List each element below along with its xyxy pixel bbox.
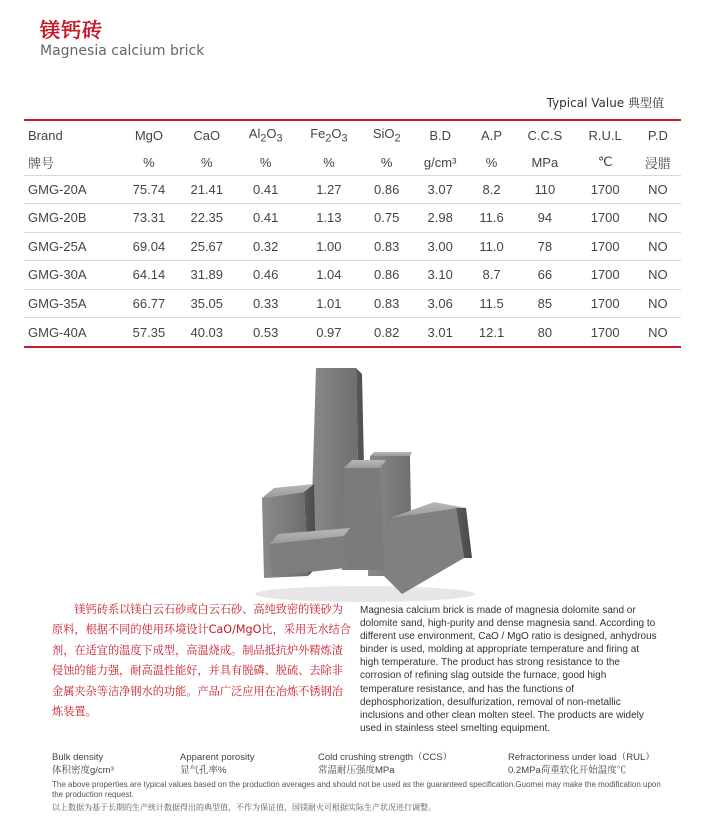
- properties-table: [24, 119, 681, 348]
- value-cell: 80: [537, 324, 553, 340]
- col-fe2o3: $Fe_2O_3$: [310, 126, 348, 145]
- table-row: [24, 261, 681, 290]
- footnote-chinese: 以上数据为基于长期的生产统计数据得出的典型值，不作为保证值，国镁耐火可根据实际生产状况进行调整。: [52, 803, 436, 812]
- value-cell: 22.35: [190, 210, 224, 226]
- value-cell: 1.00: [316, 238, 342, 254]
- prop-label-en: Refractoriness under load（RUL）: [508, 752, 655, 763]
- col-bd: B.D: [429, 128, 451, 143]
- value-cell: 31.89: [190, 267, 224, 283]
- table-row: [24, 204, 681, 233]
- brand-cell: GMG-20A: [28, 181, 87, 197]
- unit-pd: 浸腊: [644, 155, 671, 171]
- value-cell: 66: [537, 267, 553, 283]
- value-cell: 3.10: [427, 267, 453, 283]
- col-rul: R.U.L: [588, 128, 622, 143]
- brand-cell: GMG-25A: [28, 238, 87, 254]
- value-cell: 1700: [590, 238, 620, 254]
- value-cell: 57.35: [132, 324, 166, 340]
- value-cell: 1.13: [316, 210, 342, 226]
- prop-apparent-porosity: [180, 751, 254, 777]
- value-cell: 0.83: [374, 238, 400, 254]
- value-cell: 0.33: [253, 295, 279, 311]
- value-cell: 40.03: [190, 324, 224, 340]
- value-cell: 2.98: [427, 210, 453, 226]
- prop-refractoriness-under-load: [508, 751, 655, 777]
- value-cell: 69.04: [132, 238, 166, 254]
- value-cell: 11.6: [479, 210, 504, 226]
- unit-mgo: %: [143, 154, 155, 170]
- value-cell: 0.46: [253, 267, 279, 283]
- value-cell: 1700: [590, 295, 620, 311]
- value-cell: 1.04: [316, 267, 342, 283]
- table-body: [24, 175, 681, 346]
- table-row: [24, 232, 681, 261]
- value-cell: 1700: [590, 210, 620, 226]
- value-cell: 11.0: [479, 238, 504, 254]
- value-cell: 73.31: [132, 210, 166, 226]
- table-row: [24, 289, 681, 318]
- table-bottom-rule: [24, 346, 681, 348]
- value-cell: 64.14: [132, 267, 166, 283]
- value-cell: 0.32: [253, 238, 279, 254]
- value-cell: 3.01: [427, 324, 453, 340]
- magnesia-calcium-brick-photo: [250, 362, 480, 604]
- unit-cao: %: [200, 154, 213, 170]
- value-cell: 0.83: [374, 295, 400, 311]
- value-cell: NO: [648, 295, 668, 311]
- col-ccs: C.C.S: [527, 128, 563, 143]
- prop-cold-crushing-strength: [318, 751, 452, 777]
- value-cell: 66.77: [132, 295, 166, 311]
- value-cell: 3.07: [427, 181, 453, 197]
- value-cell: 0.97: [316, 324, 342, 340]
- value-cell: NO: [648, 324, 668, 340]
- prop-label-en: Cold crushing strength（CCS）: [318, 752, 453, 763]
- brand-cell: GMG-30A: [28, 267, 87, 283]
- prop-label-cn: 体积密度g/cm³: [52, 765, 114, 776]
- value-cell: 0.41: [253, 210, 279, 226]
- footnote-english: The above properties are typical values based on the production averages and should not be used as the guaranteed specification.Guomei may make the modification upon the production request.: [52, 780, 661, 799]
- unit-fe2o3: %: [323, 154, 335, 170]
- value-cell: 1700: [590, 324, 620, 340]
- value-cell: 1.27: [316, 181, 342, 197]
- col-al2o3: $Al_2O_3$: [248, 126, 283, 145]
- value-cell: 0.75: [374, 210, 400, 226]
- col-brand: Brand: [28, 128, 63, 143]
- brand-cell: GMG-20B: [28, 210, 87, 226]
- value-cell: 1700: [590, 181, 620, 197]
- value-cell: 0.53: [253, 324, 279, 340]
- value-cell: NO: [648, 238, 668, 254]
- unit-ap: %: [485, 154, 498, 170]
- value-cell: 0.86: [374, 181, 400, 197]
- prop-label-en: Apparent porosity: [180, 752, 255, 763]
- prop-label-en: Bulk density: [52, 752, 104, 763]
- typical-value-label: Typical Value 典型值: [546, 96, 664, 110]
- prop-label-cn: 显气孔率%: [180, 765, 227, 776]
- value-cell: 1700: [590, 267, 620, 283]
- value-cell: 1.01: [316, 295, 342, 311]
- value-cell: 8.7: [482, 267, 501, 283]
- value-cell: 0.41: [253, 181, 279, 197]
- value-cell: 94: [537, 210, 553, 226]
- value-cell: 12.1: [478, 324, 505, 340]
- title-english: Magnesia calcium brick: [40, 43, 205, 59]
- col-mgo: MgO: [134, 128, 163, 143]
- value-cell: 110: [534, 181, 556, 197]
- value-cell: 3.00: [427, 238, 453, 254]
- brand-cell: GMG-40A: [28, 324, 87, 340]
- prop-label-cn: 常温耐压强度MPa: [318, 765, 395, 776]
- value-cell: 75.74: [132, 181, 166, 197]
- value-cell: NO: [648, 210, 668, 226]
- description-english: Magnesia calcium brick is made of magnesia dolomite sand or dolomite sand, high-purity and dense magnesia sand. According to different use environment, CaO / MgO ratio is designed, anhydrous binder is used, molding at appropriate temperature and firing at high temperature. The product has strong resistance to the corrosion of refining slag outside the furnace, good high temperature resistance, and has the functions of dephosphorization, desulfurization, removal of non-metallic inclusions and other clean molten steel. The products are widely used in stainless steel smelting equipment.: [360, 605, 657, 734]
- value-cell: 8.2: [482, 181, 501, 197]
- unit-bd: g/cm³: [423, 154, 457, 170]
- table-row: [24, 175, 681, 204]
- unit-ccs: MPa: [531, 154, 559, 170]
- value-cell: 21.41: [190, 181, 224, 197]
- value-cell: NO: [648, 267, 668, 283]
- title-chinese: 镁钙砖: [40, 18, 103, 42]
- col-ap: A.P: [481, 128, 503, 143]
- col-pd: P.D: [647, 128, 668, 143]
- unit-rul: ℃: [597, 154, 613, 170]
- prop-label-cn: 0.2MPa荷重软化开始温度℃: [508, 765, 627, 776]
- table-units-row: [24, 150, 681, 175]
- table-header-row: [24, 121, 681, 150]
- value-cell: 0.82: [374, 324, 400, 340]
- col-cao: CaO: [193, 128, 221, 143]
- unit-sio2: %: [380, 154, 393, 170]
- value-cell: 25.67: [190, 238, 224, 254]
- table-row: [24, 318, 681, 347]
- description-chinese: 镁钙砖系以镁白云石砂或白云石砂、高纯致密的镁砂为原料，根据不同的使用环境设计CaO/MgO比，采用无水结合剂，在适宜的温度下成型，高温烧成。制品抵抗炉外精炼渣侵蚀的能力强，耐高温性能好，并具有脱磷、脱硫、去除非金属夹杂等洁净钢水的功能。产品广泛应用在冶炼不锈钢冶炼装置。: [52, 603, 351, 719]
- unit-brand: 牌号: [28, 155, 55, 171]
- value-cell: 78: [537, 238, 553, 254]
- value-cell: 35.05: [190, 295, 224, 311]
- prop-bulk-density: [52, 751, 114, 777]
- value-cell: 0.86: [374, 267, 400, 283]
- value-cell: NO: [648, 181, 668, 197]
- value-cell: 11.5: [479, 295, 504, 311]
- value-cell: 85: [537, 295, 553, 311]
- value-cell: 3.06: [427, 295, 453, 311]
- unit-al2o3: %: [259, 154, 272, 170]
- col-sio2: SiO$_2$: [372, 126, 401, 145]
- brand-cell: GMG-35A: [28, 295, 87, 311]
